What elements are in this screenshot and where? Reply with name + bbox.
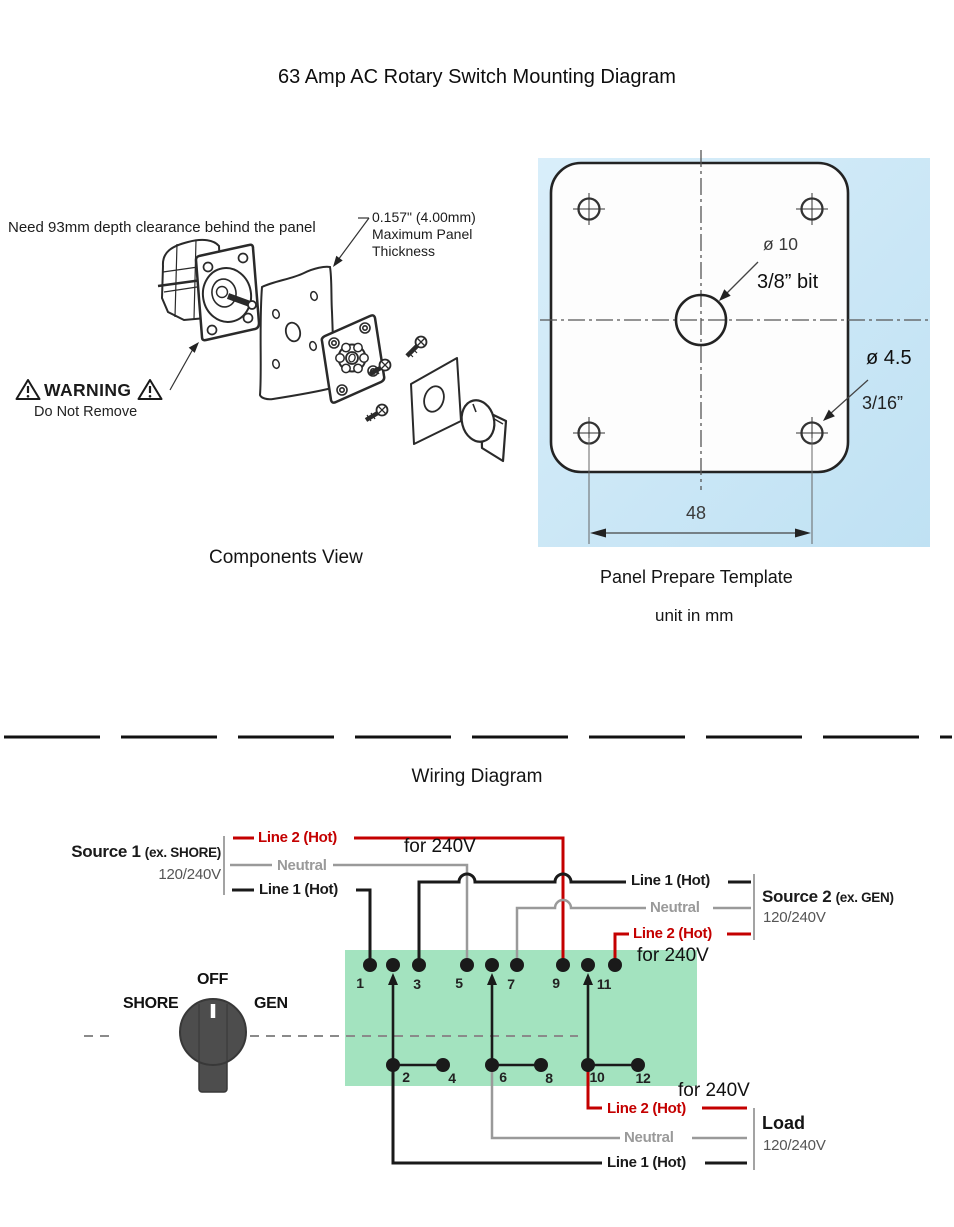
adapter-plate bbox=[411, 358, 461, 444]
load-voltage: 120/240V bbox=[763, 1137, 826, 1154]
switch-position-shore: SHORE bbox=[123, 995, 179, 1012]
hole-spacing-dimension: 48 bbox=[686, 503, 707, 523]
load-line2-label: Line 2 (Hot) bbox=[607, 1100, 686, 1117]
source1-wires bbox=[224, 836, 563, 965]
source1-voltage: 120/240V bbox=[158, 866, 221, 883]
switch-position-gen: GEN bbox=[254, 995, 288, 1012]
components-view-caption: Components View bbox=[209, 547, 363, 568]
terminal-5: 5 bbox=[455, 975, 463, 991]
center-hole-diameter-label: ø 10 bbox=[763, 234, 799, 254]
warning-subtext: Do Not Remove bbox=[34, 404, 138, 420]
source2-voltage: 120/240V bbox=[763, 909, 826, 926]
wiring-diagram-title: Wiring Diagram bbox=[411, 766, 543, 787]
source2-neutral-label: Neutral bbox=[650, 899, 700, 916]
screw-top bbox=[407, 337, 427, 358]
source1-line2-label: Line 2 (Hot) bbox=[258, 829, 337, 846]
terminal-7: 7 bbox=[507, 976, 515, 992]
terminal-12: 12 bbox=[635, 1070, 651, 1086]
clearance-note: Need 93mm depth clearance behind the panel bbox=[8, 219, 316, 236]
source1-neutral-label: Neutral bbox=[277, 857, 327, 874]
panel-template-caption: Panel Prepare Template bbox=[600, 567, 793, 587]
page-title: 63 Amp AC Rotary Switch Mounting Diagram bbox=[278, 66, 676, 88]
switch-flange bbox=[196, 245, 259, 340]
source1-240v-note: for 240V bbox=[404, 836, 476, 857]
source1-line1-label: Line 1 (Hot) bbox=[259, 881, 338, 898]
screw-bottom bbox=[366, 405, 388, 422]
terminal-6: 6 bbox=[499, 1069, 507, 1085]
terminal-11: 11 bbox=[596, 976, 612, 992]
source1-name: Source 1 (ex. SHORE) bbox=[71, 842, 221, 861]
terminal-3: 3 bbox=[413, 976, 421, 992]
terminal-8: 8 bbox=[545, 1070, 553, 1086]
corner-hole-diameter-label: ø 4.5 bbox=[866, 347, 912, 369]
terminal-10: 10 bbox=[589, 1069, 605, 1085]
source2-name: Source 2 (ex. GEN) bbox=[762, 887, 894, 906]
source2-line2-label: Line 2 (Hot) bbox=[633, 925, 712, 942]
units-note: unit in mm bbox=[655, 606, 734, 625]
load-240v-note: for 240V bbox=[678, 1080, 750, 1101]
load-neutral-label: Neutral bbox=[624, 1129, 674, 1146]
panel-sheet bbox=[260, 267, 333, 400]
switch-knob bbox=[457, 397, 506, 461]
center-hole-drill-label: 3/8” bit bbox=[757, 271, 819, 293]
load-name: Load bbox=[762, 1113, 805, 1133]
warning-leader bbox=[170, 342, 199, 390]
source2-240v-note: for 240V bbox=[637, 945, 709, 966]
warning-label: WARNING bbox=[44, 380, 132, 400]
terminal-9: 9 bbox=[552, 975, 560, 991]
thickness-leader bbox=[333, 218, 369, 267]
rotary-switch-knob bbox=[180, 999, 246, 1092]
switch-position-off: OFF bbox=[197, 971, 229, 988]
terminal-4: 4 bbox=[448, 1070, 456, 1086]
source2-line1-label: Line 1 (Hot) bbox=[631, 872, 710, 889]
panel-thickness-note: 0.157" (4.00mm) Maximum Panel Thickness bbox=[372, 209, 476, 259]
terminal-1: 1 bbox=[356, 975, 364, 991]
load-line1-label: Line 1 (Hot) bbox=[607, 1154, 686, 1171]
terminal-2: 2 bbox=[402, 1069, 410, 1085]
corner-hole-drill-label: 3/16” bbox=[862, 393, 904, 413]
